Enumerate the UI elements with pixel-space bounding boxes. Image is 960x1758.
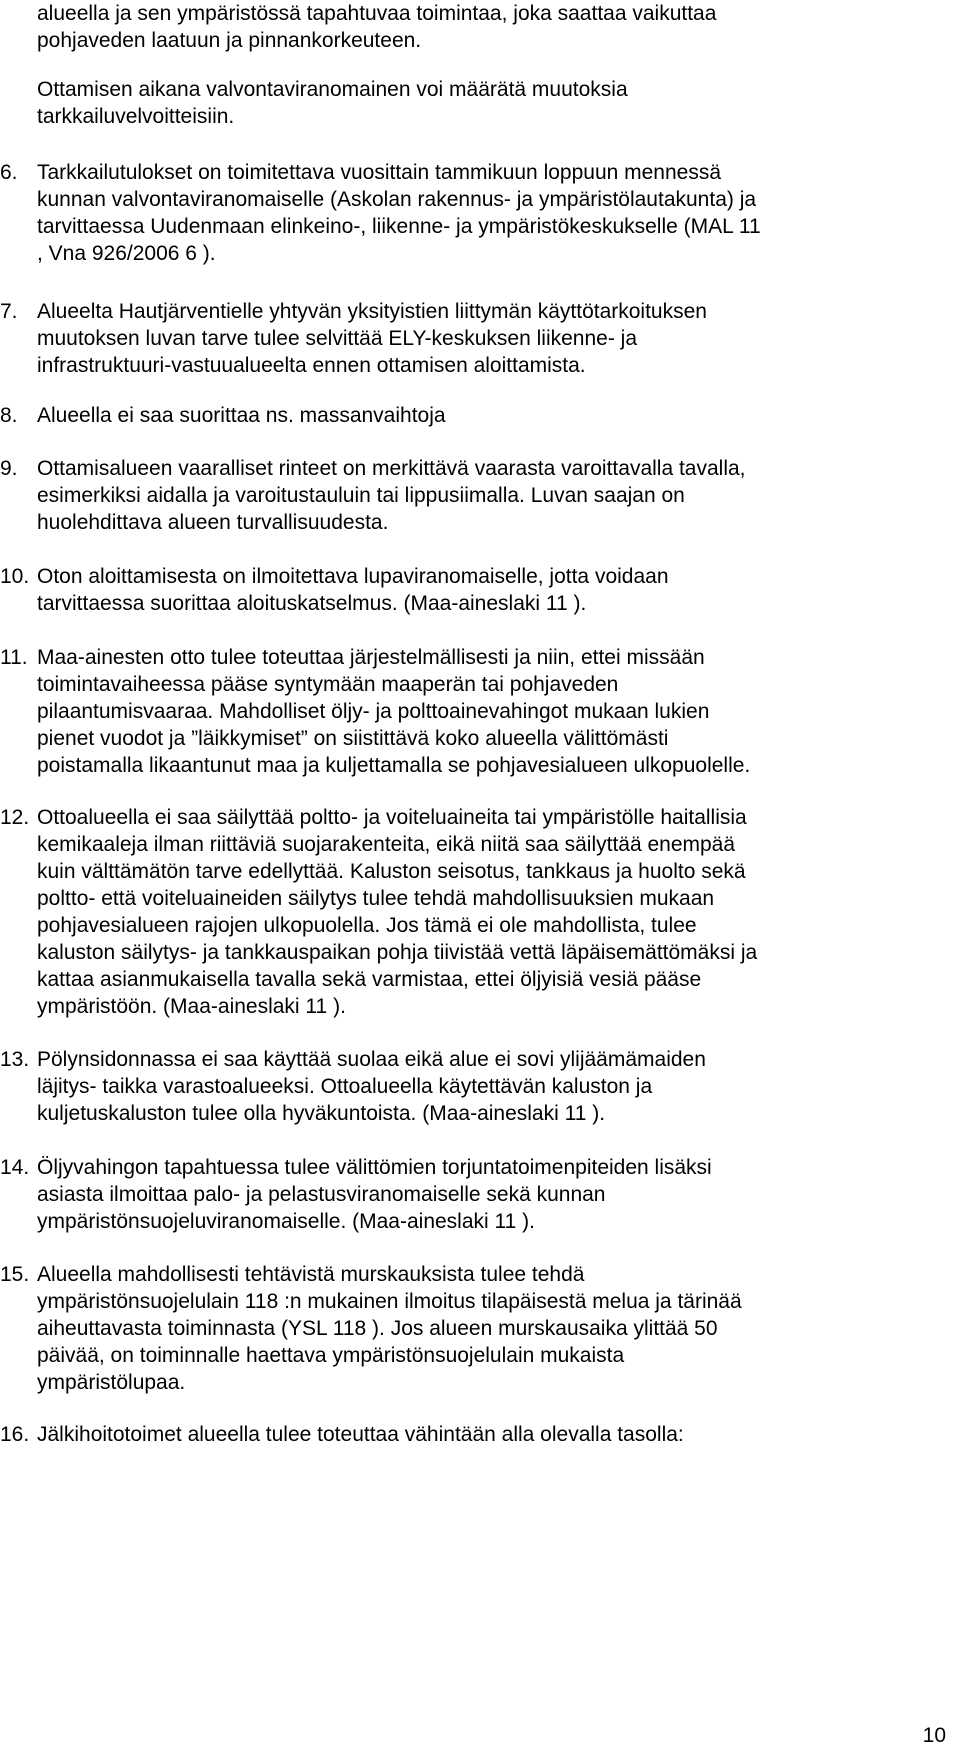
text-line: Jälkihoitotoimet alueella tulee toteuttaa vähintään alla olevalla tasolla:: [37, 1423, 684, 1446]
intro-paragraph-1: [37, 0, 917, 54]
text-line: poltto- että voiteluaineiden säilytys tulee tehdä mahdollisuuksien mukaan: [37, 887, 715, 910]
item-text: [0, 1421, 880, 1448]
text-line: pilaantumisvaaraa. Mahdolliset öljy- ja polttoainevahingot mukaan lukien: [37, 700, 710, 723]
text-line: asiasta ilmoittaa palo- ja pelastusviranomaiselle sekä kunnan: [37, 1183, 606, 1206]
numbered-item-8: [0, 402, 880, 429]
numbered-item-12: [0, 804, 880, 1020]
item-number: 16.: [0, 1423, 30, 1446]
item-text: [0, 644, 880, 779]
text-line: ympäristöön. (Maa-aineslaki 11 ).: [37, 995, 346, 1018]
numbered-item-11: [0, 644, 880, 779]
text-line: toimintavaiheessa pääse syntymään maaperän tai pohjaveden: [37, 673, 619, 696]
numbered-item-10: [0, 563, 880, 617]
numbered-item-14: [0, 1154, 880, 1235]
item-number: 7.: [0, 300, 18, 323]
numbered-item-6: [0, 159, 880, 267]
item-number: 11.: [0, 646, 28, 669]
text-line: tarvittaessa Uudenmaan elinkeino-, liikenne- ja ympäristökeskukselle (MAL 11: [37, 215, 761, 238]
page-number: 10: [922, 1724, 946, 1747]
text-line: pienet vuodot ja ”läikkymiset” on siistittävä koko alueella välittömästi: [37, 727, 669, 750]
item-number: 8.: [0, 404, 18, 427]
text-line: aiheuttavasta toiminnasta (YSL 118 ). Jos alueen murskausaika ylittää 50: [37, 1317, 718, 1340]
text-line: pohjavesialueen rajojen ulkopuolella. Jos tämä ei ole mahdollista, tulee: [37, 914, 697, 937]
item-text: [0, 159, 880, 267]
item-text: [0, 1261, 880, 1396]
text-line: huolehdittava alueen turvallisuudesta.: [37, 511, 389, 534]
text-line: Ottamisen aikana valvontaviranomainen voi määrätä muutoksia: [37, 78, 628, 101]
numbered-item-7: [0, 298, 880, 379]
text-line: kemikaaleja ilman riittäviä suojarakenteita, eikä niitä saa säilyttää enempää: [37, 833, 736, 856]
text-line: ympäristönsuojelulain 118 :n mukainen ilmoitus tilapäisestä melua ja tärinää: [37, 1290, 742, 1313]
item-number: 10.: [0, 565, 30, 588]
text-line: Pölynsidonnassa ei saa käyttää suolaa eikä alue ei sovi ylijäämämaiden: [37, 1048, 706, 1071]
numbered-item-16: [0, 1421, 880, 1448]
item-text: [0, 298, 880, 379]
text-line: Oton aloittamisesta on ilmoitettava lupaviranomaiselle, jotta voidaan: [37, 565, 669, 588]
item-text: [0, 563, 880, 617]
item-number: 14.: [0, 1156, 30, 1179]
text-line: kuljetuskaluston tulee olla hyväkuntoista. (Maa-aineslaki 11 ).: [37, 1102, 606, 1125]
text-line: läjitys- taikka varastoalueeksi. Ottoalueella käytettävän kaluston ja: [37, 1075, 653, 1098]
item-text: [0, 1154, 880, 1235]
item-number: 15.: [0, 1263, 30, 1286]
item-number: 6.: [0, 161, 18, 184]
text-line: Tarkkailutulokset on toimitettava vuosittain tammikuun loppuun mennessä: [37, 161, 722, 184]
text-line: päivää, on toiminnalle haettava ympäristönsuojelulain mukaista: [37, 1344, 625, 1367]
text-line: poistamalla likaantunut maa ja kuljettamalla se pohjavesialueen ulkopuolelle.: [37, 754, 751, 777]
text-line: alueella ja sen ympäristössä tapahtuvaa toimintaa, joka saattaa vaikuttaa: [37, 2, 717, 25]
numbered-item-9: [0, 455, 880, 536]
text-line: tarvittaessa suorittaa aloituskatselmus. (Maa-aineslaki 11 ).: [37, 592, 587, 615]
text-line: kattaa asianmukaisella tavalla sekä varmistaa, ettei öljyisiä vesiä pääse: [37, 968, 702, 991]
text-line: Alueelta Hautjärventielle yhtyvän yksityistien liittymän käyttötarkoituksen: [37, 300, 707, 323]
item-text: [0, 1046, 880, 1127]
item-text: [0, 804, 880, 1020]
item-text: [0, 402, 880, 429]
text-line: muutoksen luvan tarve tulee selvittää ELY-keskuksen liikenne- ja: [37, 327, 637, 350]
text-line: Ottoalueella ei saa säilyttää poltto- ja voiteluaineita tai ympäristölle haitallisia: [37, 806, 747, 829]
text-line: Ottamisalueen vaaralliset rinteet on merkittävä vaarasta varoittavalla tavalla,: [37, 457, 746, 480]
text-line: infrastruktuuri-vastuualueelta ennen ottamisen aloittamista.: [37, 354, 586, 377]
item-text: [0, 455, 880, 536]
item-number: 13.: [0, 1048, 30, 1071]
text-line: ympäristölupaa.: [37, 1371, 186, 1394]
item-number: 12.: [0, 806, 30, 829]
numbered-item-15: [0, 1261, 880, 1396]
text-line: , Vna 926/2006 6 ).: [37, 242, 216, 265]
text-line: esimerkiksi aidalla ja varoitustauluin tai lippusiimalla. Luvan saajan on: [37, 484, 685, 507]
intro-paragraph-2: [37, 76, 917, 130]
text-line: kuin välttämätön tarve edellyttää. Kaluston seisotus, tankkaus ja huolto sekä: [37, 860, 746, 883]
numbered-item-13: [0, 1046, 880, 1127]
text-line: ympäristönsuojeluviranomaiselle. (Maa-aineslaki 11 ).: [37, 1210, 535, 1233]
text-line: Alueella ei saa suorittaa ns. massanvaihtoja: [37, 404, 446, 427]
text-line: tarkkailuvelvoitteisiin.: [37, 105, 235, 128]
text-line: kaluston säilytys- ja tankkauspaikan pohja tiivistää vettä läpäisemättömäksi ja: [37, 941, 758, 964]
text-line: pohjaveden laatuun ja pinnankorkeuteen.: [37, 29, 422, 52]
text-line: kunnan valvontaviranomaiselle (Askolan rakennus- ja ympäristölautakunta) ja: [37, 188, 757, 211]
text-line: Öljyvahingon tapahtuessa tulee välittömien torjuntatoimenpiteiden lisäksi: [37, 1156, 712, 1179]
text-line: Alueella mahdollisesti tehtävistä murskauksista tulee tehdä: [37, 1263, 585, 1286]
item-number: 9.: [0, 457, 18, 480]
text-line: Maa-ainesten otto tulee toteuttaa järjestelmällisesti ja niin, ettei missään: [37, 646, 705, 669]
